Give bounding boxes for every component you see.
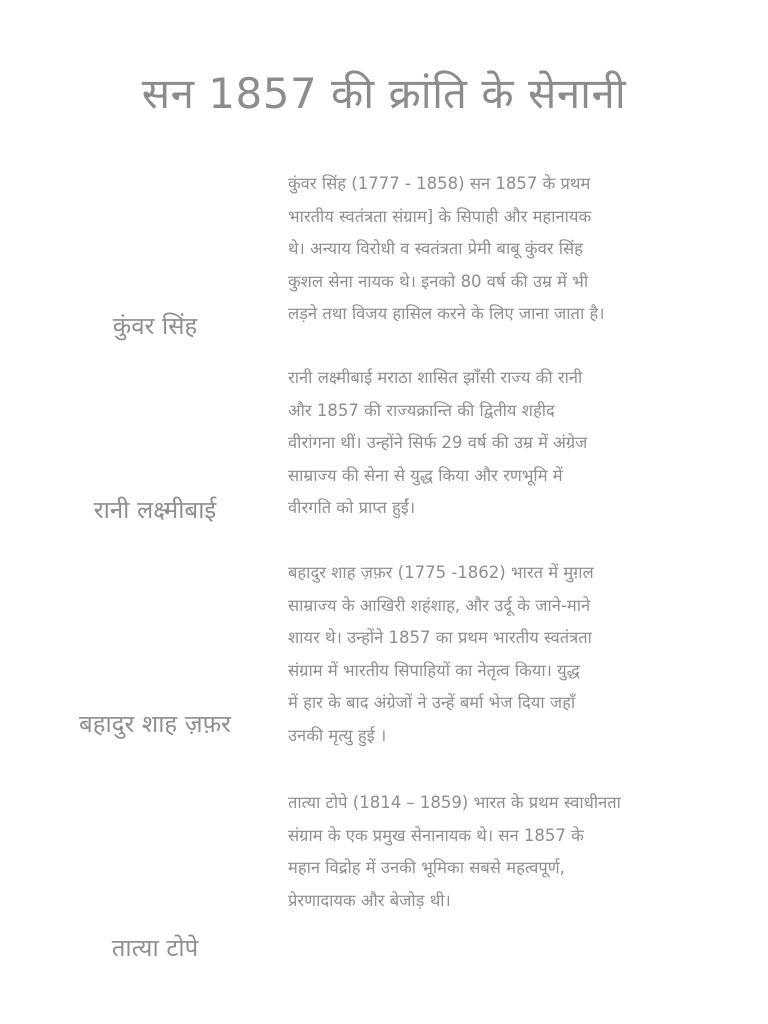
description-line: लड़ने तथा विजय हासिल करने के लिए जाना जाता है।: [288, 304, 605, 323]
description-line: बहादुर शाह ज़फ़र (1775 -1862) भारत में मुग़ल: [288, 563, 594, 582]
name-kunwar-singh: कुंवर सिंह: [112, 312, 198, 340]
description-line: उनकी मृत्यु हुई ।: [288, 725, 387, 745]
description-line: महान विद्रोह में उनकी भूमिका सबसे महत्वपूर्ण,: [288, 858, 565, 877]
description-line: थे। अन्याय विरोधी व स्वतंत्रता प्रेमी बाबू कुंवर सिंह: [288, 239, 583, 258]
description-line: साम्राज्य के आखिरी शहंशाह, और उर्दू के जाने-माने: [288, 595, 591, 615]
name-bahadur-shah-zafar: बहादुर शाह ज़फ़र: [79, 710, 231, 738]
description-line: संग्राम में भारतीय सिपाहियों का नेतृत्व किया। युद्ध: [288, 660, 580, 680]
description-line: संग्राम के एक प्रमुख सेनानायक थे। सन 1857 के: [288, 825, 584, 845]
description-line: कुंवर सिंह (1777 - 1858) सन 1857 के प्रथम: [288, 174, 591, 193]
name-tatya-tope: तात्या टोपे: [111, 934, 199, 962]
description-tatya-tope: [288, 787, 740, 917]
name-rani-lakshmibai: रानी लक्ष्मीबाई: [93, 496, 217, 524]
description-line: वीरांगना थीं। उन्होंने सिर्फ 29 वर्ष की उम्र में अंग्रेज: [288, 433, 588, 452]
description-line: और 1857 की राज्यक्रान्ति की द्वितीय शहीद: [288, 400, 555, 420]
page-title: सन 1857 की क्रांति के सेनानी: [141, 69, 627, 118]
description-bahadur-shah-zafar: [288, 557, 740, 752]
description-line: साम्राज्य की सेना से युद्ध किया और रणभूमि में: [288, 465, 563, 485]
description-line: वीरगति को प्राप्त हुईं।: [288, 498, 416, 517]
description-kunwar-singh: [288, 168, 740, 331]
description-line: में हार के बाद अंग्रेजों ने उन्हें बर्मा भेज दिया जहाँ: [288, 693, 576, 712]
description-line: भारतीय स्वतंत्रता संग्राम] के सिपाही और महानायक: [288, 206, 592, 226]
description-line: तात्या टोपे (1814 – 1859) भारत के प्रथम स्वाधीनता: [288, 793, 621, 812]
description-line: प्रेरणादायक और बेजोड़ थी।: [288, 890, 451, 910]
description-line: रानी लक्ष्मीबाई मराठा शासित झाँसी राज्य की रानी: [288, 368, 583, 387]
description-rani-lakshmibai: [288, 362, 740, 525]
description-line: कुशल सेना नायक थे। इनको 80 वर्ष की उम्र में भी: [288, 271, 589, 291]
description-line: शायर थे। उन्होंने 1857 का प्रथम भारतीय स्वतंत्रता: [288, 628, 592, 647]
